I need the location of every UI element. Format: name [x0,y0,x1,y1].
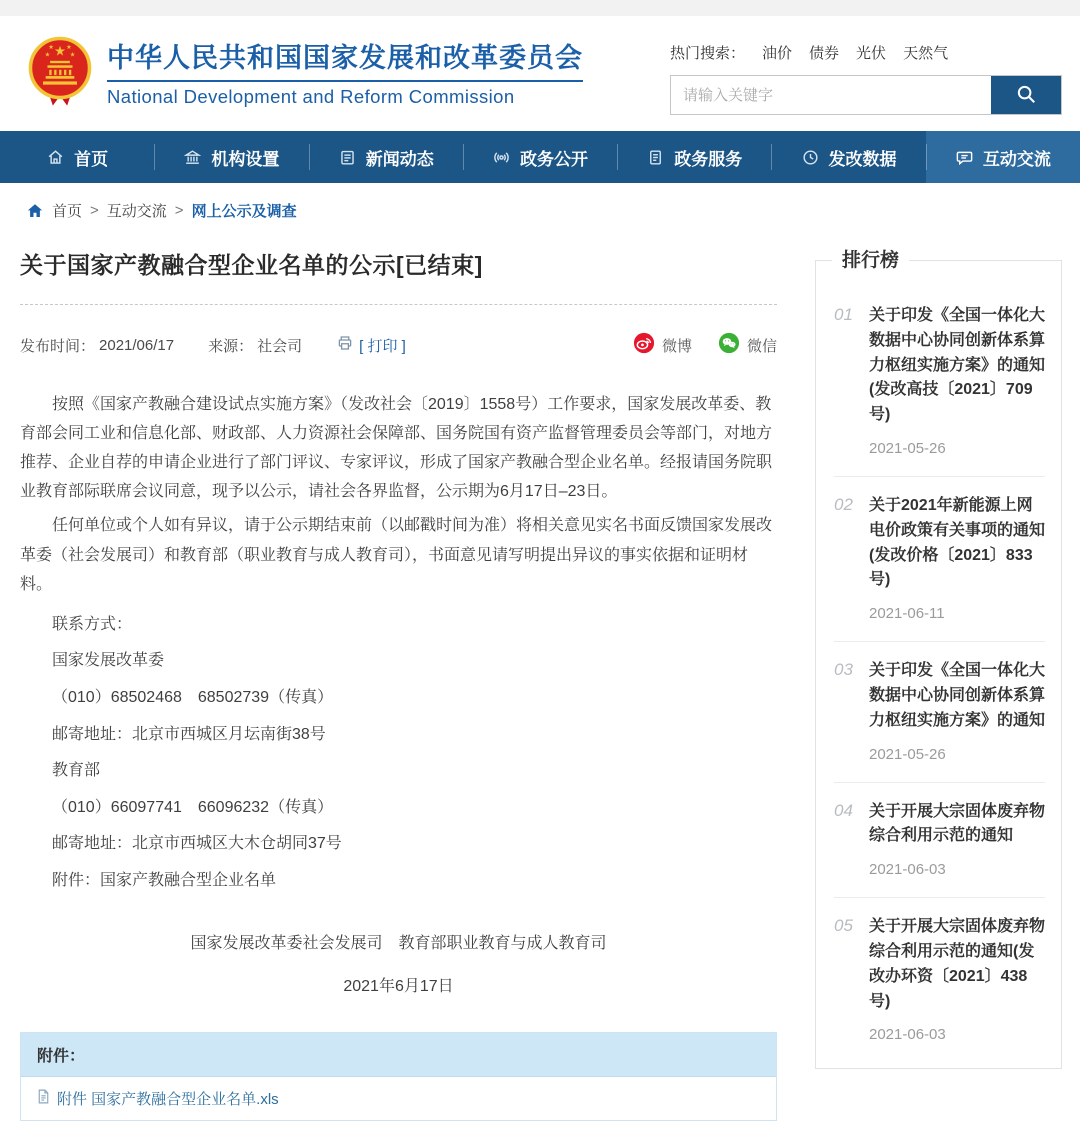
contact-line: 国家发展改革委 [52,652,165,670]
search-input[interactable] [671,76,991,114]
contact-line: 附件：国家产教融合型企业名单 [52,871,277,889]
contact-line: 邮寄地址：北京市西城区大木仓胡同37号 [52,835,342,853]
contact-line: 邮寄地址：北京市西城区月坛南街38号 [52,725,326,743]
search-box [670,75,1062,115]
ranking-number: 01 [834,305,853,324]
contact-line: 联系方式： [52,615,133,633]
publish-time [20,335,174,356]
ranking-number: 02 [834,494,853,514]
article-signature: 国家发展改革委社会发展司 教育部职业教育与成人教育司 [190,934,607,952]
ranking-box [815,250,1062,1069]
print-button[interactable] [336,334,406,356]
publish-time-label: 发布时间： [20,337,96,355]
nav-item-label: 互动交流 [982,149,1051,169]
svg-text:★: ★ [44,51,51,59]
svg-text:★: ★ [53,44,67,60]
attachment-box [20,1032,777,1121]
contact-line: （010）66097741 66096232（传真） [52,798,334,816]
hot-search-term-pv[interactable]: 光伏 [856,45,887,62]
ranking-link[interactable]: 关于2021年新能源上网电价政策有关事项的通知(发改价格〔2021〕833号) [869,496,1046,589]
ranking-item [834,898,1045,1062]
article-title: 关于国家产教融合型企业名单的公示[已结束] [20,252,483,278]
ranking-date: 2021-06-03 [869,1026,946,1044]
breadcrumb-interaction[interactable]: 互动交流 [106,203,167,220]
article-paragraph: 按照《国家产教融合建设试点实施方案》（发改社会〔2019〕1558号）工作要求，国家发展改革委、教育部会同工业和信息化部、财政部、人力资源社会保障部、国务院国有资产监督管理委员会等部门，对地方推荐、企业自荐的申请企业进行了部门评议、专家评议，形成了国家产教融合型企业名单。经报请国务院职业教育部际联席会议同意，现予以公示，请社会各界监督，公示期为6月17日–23日。 [20,396,773,501]
share-buttons [633,332,777,358]
attachment-body [21,1077,776,1120]
ranking-link[interactable]: 关于印发《全国一体化大数据中心协同创新体系算力枢纽实施方案》的通知(发改高技〔2021〕709号) [869,307,1046,424]
nav-item-label: 发改数据 [828,149,897,169]
ranking-item [834,477,1045,642]
site-title-zh: 中华人民共和国国家发展和改革委员会 [107,36,583,82]
breadcrumb-separator: > [90,202,99,219]
share-wechat-label: 微信 [746,337,777,355]
svg-text:★: ★ [69,51,76,59]
nav-item-label: 政务服务 [674,149,743,169]
attachment-header: 附件： [21,1033,776,1077]
nav-item-home[interactable] [0,131,154,183]
article-paragraph: 任何单位或个人如有异议，请于公示期结束前（以邮戳时间为准）将相关意见实名书面反馈国家发展改革委（社会发展司）和教育部（职业教育与成人教育司），书面意见请写明提出异议的事实依据和证明材料。 [20,517,773,593]
svg-text:★: ★ [48,44,54,52]
hot-search-label: 热门搜索： [670,45,746,62]
print-label: [ 打印 ] [359,337,406,355]
ranking-link[interactable]: 关于开展大宗固体废弃物综合利用示范的通知 [869,802,1046,845]
search-icon [1015,83,1037,108]
nav-item-label: 新闻动态 [365,149,434,169]
site-title-en: National Development and Reform Commission [107,86,515,107]
source-label: 来源： [208,337,254,355]
article-meta [20,332,777,358]
article-source [208,335,302,356]
clock-icon [801,148,820,167]
nav-item-organization[interactable] [154,131,308,183]
ranking-item [834,642,1045,782]
attachment-link[interactable] [35,1088,762,1109]
home-icon [26,202,44,220]
breadcrumb-separator: > [174,202,184,219]
file-icon [35,1088,52,1109]
ranking-date: 2021-05-26 [869,439,946,457]
news-icon [338,148,357,167]
nav-item-news[interactable] [309,131,463,183]
search-button[interactable] [991,76,1061,114]
hot-search-term-bonds[interactable]: 债券 [809,45,840,62]
source-value: 社会司 [257,337,303,355]
ranking-item [834,783,1045,899]
breadcrumb-current[interactable]: 网上公示及调查 [191,203,297,220]
top-strip [0,0,1080,16]
share-weibo-button[interactable] [633,332,692,358]
national-emblem-icon [26,34,94,110]
share-weibo-label: 微博 [661,337,692,355]
site-brand [26,34,583,110]
main-nav [0,131,1080,183]
hot-search-row [670,42,1062,63]
publish-time-value: 2021/06/17 [99,336,175,354]
ranking-number: 04 [834,800,853,820]
nav-item-gov-services[interactable] [617,131,771,183]
attachment-file-name: 附件 国家产教融合型企业名单.xls [57,1090,279,1108]
title-divider [20,304,777,305]
ranking-title: 排行榜 [832,248,909,274]
share-wechat-button[interactable] [718,332,777,358]
nav-item-ndrc-data[interactable] [771,131,925,183]
ranking-number: 03 [834,660,853,680]
nav-item-interaction[interactable] [926,131,1080,183]
institution-icon [183,148,202,167]
main-content [0,231,1080,1121]
chat-icon [955,148,974,167]
svg-text:★: ★ [66,44,72,52]
breadcrumb-home[interactable]: 首页 [52,203,83,220]
article [20,231,777,1121]
document-icon [646,148,665,167]
sidebar [815,231,1062,1121]
weibo-icon [633,332,655,358]
site-header [0,16,1080,131]
ranking-date: 2021-05-26 [869,745,946,763]
hot-search-term-gas[interactable]: 天然气 [903,45,949,62]
nav-item-label: 政务公开 [519,149,588,169]
printer-icon [336,334,354,356]
nav-item-gov-disclosure[interactable] [463,131,617,183]
nav-item-label: 机构设置 [211,149,280,169]
ranking-date: 2021-06-11 [869,605,945,623]
hot-search-term-oil[interactable]: 油价 [762,45,793,62]
ranking-date: 2021-06-03 [869,861,946,879]
site-titles [107,36,583,108]
nav-item-label: 首页 [74,149,109,169]
wechat-icon [718,332,740,358]
contact-line: （010）68502468 68502739（传真） [52,688,334,706]
home-icon [46,148,65,167]
search-area [670,42,1062,115]
broadcast-icon [492,148,511,167]
ranking-link[interactable]: 关于开展大宗固体废弃物综合利用示范的通知(发改办环资〔2021〕438号) [869,918,1046,1010]
ranking-number: 05 [834,916,853,936]
contact-line: 教育部 [52,762,101,780]
article-date: 2021年6月17日 [343,977,454,995]
ranking-link[interactable]: 关于印发《全国一体化大数据中心协同创新体系算力枢纽实施方案》的通知 [869,662,1046,729]
breadcrumb [0,183,1080,231]
ranking-item [834,287,1045,477]
